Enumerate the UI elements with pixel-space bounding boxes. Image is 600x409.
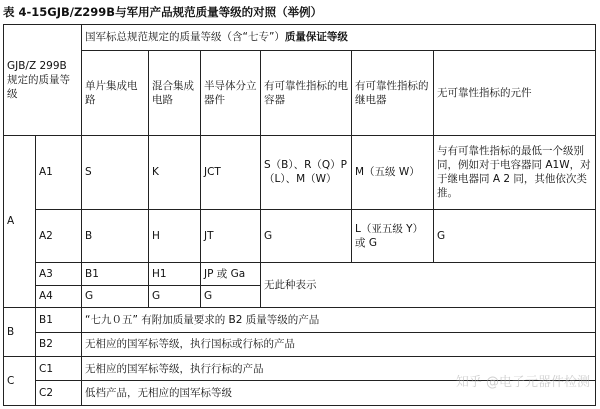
cell-a2-c2: H [149, 210, 201, 263]
row-code: C2 [36, 381, 82, 406]
cell-a2-c3: JT [201, 210, 261, 263]
cell-a4-c1: G [82, 285, 149, 307]
row-code: B1 [36, 308, 82, 332]
cell-a1-c3: JCT [201, 135, 261, 209]
quality-grade-table [3, 24, 596, 406]
table-row [4, 381, 596, 406]
cell-a3-c1: B1 [82, 263, 149, 285]
row-code: A4 [36, 285, 82, 307]
cell-a2-c6: G [434, 210, 596, 263]
cell-a4-c3: G [201, 285, 261, 307]
header-span-cell [82, 25, 596, 51]
group-label-b: B [4, 308, 36, 357]
cell-a2-c5: L（亚五级 Y）或 G [352, 210, 434, 263]
header-col-no-reliability: 无可靠性指标的元件 [434, 50, 596, 135]
header-col-capacitor: 有可靠性指标的电容器 [261, 50, 352, 135]
row-code: A1 [36, 135, 82, 209]
row-code: A3 [36, 263, 82, 285]
header-span-bold: 质量保证等级 [284, 31, 348, 44]
cell-a4-c2: G [149, 285, 201, 307]
cell-a1-c2: K [149, 135, 201, 209]
table-row [4, 308, 596, 332]
header-gjb-grade: GJB/Z 299B 规定的质量等级 [4, 25, 82, 136]
header-row-1 [4, 25, 596, 51]
watermark: 知乎 @电子元器件检测 [455, 375, 590, 390]
header-col-hybrid-ic: 混合集成电路 [149, 50, 201, 135]
cell-a2-c1: B [82, 210, 149, 263]
header-col-monolithic-ic: 单片集成电路 [82, 50, 149, 135]
header-col-discrete: 半导体分立器件 [201, 50, 261, 135]
cell-a1-c5: M（五级 W） [352, 135, 434, 209]
cell-a2-c4: G [261, 210, 352, 263]
header-col-relay: 有可靠性指标的继电器 [352, 50, 434, 135]
cell-b2-text: 无相应的国军标等级，执行国标或行标的产品 [82, 332, 596, 356]
row-code: B2 [36, 332, 82, 356]
row-code: C1 [36, 356, 82, 380]
cell-not-represented: 无此种表示 [261, 263, 596, 308]
group-label-c: C [4, 356, 36, 405]
table-title: 表 4-15GJB/Z299B与军用产品规范质量等级的对照（举例） [3, 5, 323, 19]
header-span-text: 国军标总规范规定的质量等级（含“七专”） [85, 31, 285, 44]
table-row [4, 210, 596, 263]
table-row [4, 356, 596, 380]
cell-a3-c3: JP 或 Ga [201, 263, 261, 285]
table-row [4, 135, 596, 209]
cell-a1-c4: S（B）、R（Q）P（L）、M（W） [261, 135, 352, 209]
cell-a1-c1: S [82, 135, 149, 209]
group-label-a: A [4, 135, 36, 307]
table-row [4, 263, 596, 285]
header-row-2 [4, 50, 596, 135]
cell-b1-text: “七九０五” 有附加质量要求的 B2 质量等级的产品 [82, 308, 596, 332]
cell-a1-c6: 与有可靠性指标的最低一个级别同，例如对于电容器同 A1W，对于继电器同 A 2 同，其他依次类推。 [434, 135, 596, 209]
cell-c1-text: 无相应的国军标等级，执行行标的产品 [82, 356, 596, 380]
cell-c2-text: 低档产品，无相应的国军标等级 [82, 381, 596, 406]
table-row [4, 332, 596, 356]
cell-a3-c2: H1 [149, 263, 201, 285]
row-code: A2 [36, 210, 82, 263]
